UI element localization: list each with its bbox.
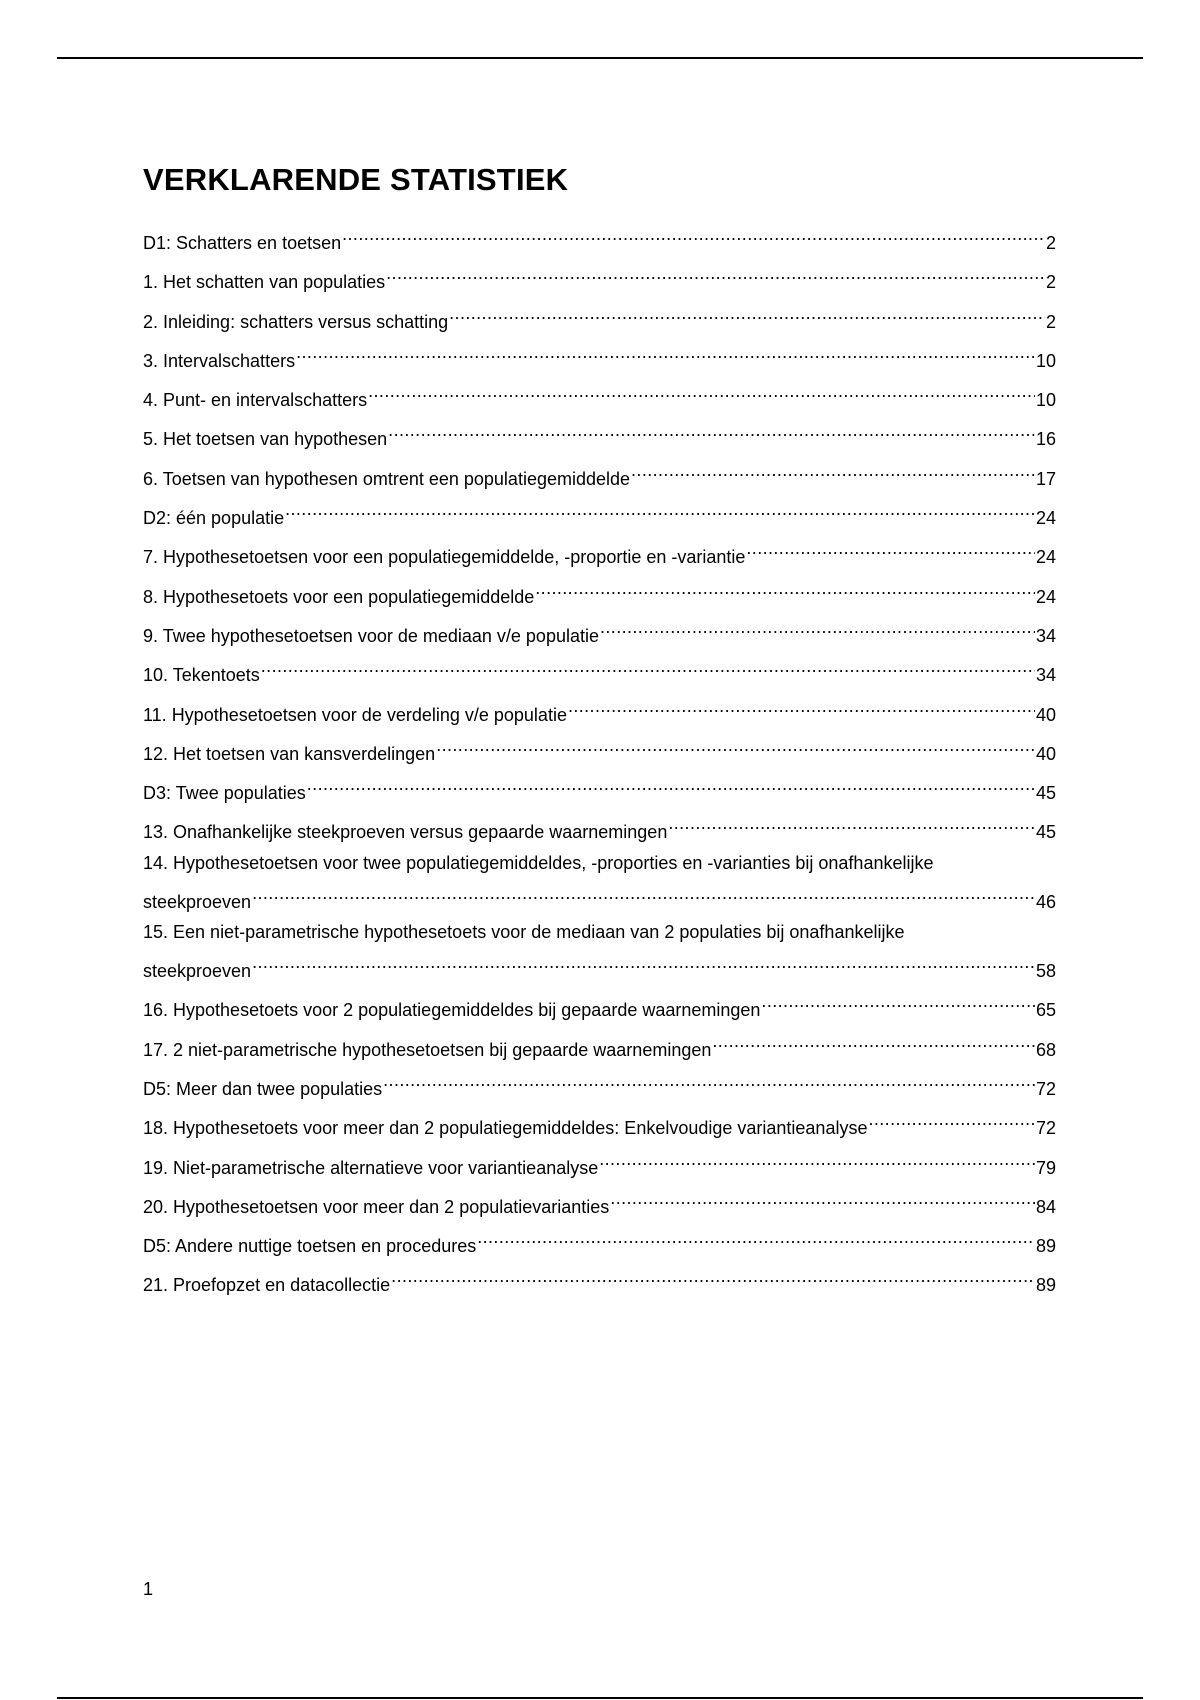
toc-leader-dots: [391, 1261, 1035, 1291]
toc-entry[interactable]: [143, 848, 1056, 912]
toc-entry[interactable]: [143, 1261, 1056, 1296]
toc-leader-dots: [568, 691, 1035, 721]
toc-entry-page: 40: [1035, 704, 1056, 725]
toc-entry[interactable]: [143, 1222, 1056, 1257]
toc-entry-label: 20. Hypothesetoetsen voor meer dan 2 populatievarianties: [143, 1196, 610, 1217]
toc-entry[interactable]: [143, 533, 1056, 568]
toc-leader-dots: [600, 612, 1035, 642]
toc-entry-label: 8. Hypothesetoets voor een populatiegemiddelde: [143, 586, 535, 607]
toc-entry-label-continuation: steekproeven: [143, 891, 252, 912]
toc-leader-dots: [252, 947, 1035, 977]
toc-entry-page: 10: [1035, 350, 1056, 371]
toc-entry[interactable]: [143, 298, 1056, 332]
toc-entry-label: 16. Hypothesetoets voor 2 populatiegemiddeldes bij gepaarde waarnemingen: [143, 1000, 761, 1021]
toc-entry-page: 46: [1035, 891, 1056, 912]
header-rule: [57, 57, 1143, 59]
toc-entry-page: 16: [1035, 429, 1056, 450]
toc-entry[interactable]: [143, 494, 1056, 529]
toc-entry-label: 14. Hypothesetoetsen voor twee populatiegemiddeldes, -proporties en -varianties bij onafhankelijke: [143, 852, 934, 873]
toc-entry-label: D2: één populatie: [143, 508, 285, 529]
toc-entry-label: 18. Hypothesetoets voor meer dan 2 populatiegemiddeldes: Enkelvoudige variantieanalyse: [143, 1118, 868, 1139]
toc-entry-page: 2: [1045, 233, 1056, 253]
toc-entry-page: 58: [1035, 961, 1056, 982]
toc-entry-page: 45: [1035, 783, 1056, 804]
toc-entry-page: 24: [1035, 547, 1056, 568]
document-title: VERKLARENDE STATISTIEK: [143, 162, 569, 197]
toc-leader-dots: [342, 219, 1045, 249]
toc-entry-label: 2. Inleiding: schatters versus schatting: [143, 311, 449, 332]
toc-entry-page: 17: [1035, 468, 1056, 489]
toc-entry[interactable]: [143, 376, 1056, 411]
toc-entry-page: 34: [1035, 625, 1056, 646]
footer-rule: [57, 1697, 1143, 1699]
toc-entry-label: D5: Meer dan twee populaties: [143, 1078, 383, 1099]
toc-leader-dots: [668, 808, 1035, 838]
toc-entry-label: 7. Hypothesetoetsen voor een populatiegemiddelde, -proportie en -variantie: [143, 547, 746, 568]
table-of-contents: [143, 219, 1056, 1301]
toc-entry-page: 2: [1045, 311, 1056, 332]
toc-entry-label: 4. Punt- en intervalschatters: [143, 390, 368, 411]
toc-entry-label: 3. Intervalschatters: [143, 350, 296, 371]
toc-leader-dots: [436, 730, 1035, 760]
toc-leader-dots: [285, 494, 1035, 524]
toc-entry[interactable]: [143, 651, 1056, 686]
toc-entry-page: 89: [1035, 1236, 1056, 1257]
toc-entry[interactable]: [143, 1065, 1056, 1099]
toc-entry-page: 84: [1035, 1196, 1056, 1217]
toc-leader-dots: [383, 1065, 1035, 1095]
toc-entry-label: 10. Tekentoets: [143, 665, 260, 686]
toc-leader-dots: [535, 573, 1035, 603]
toc-entry[interactable]: [143, 917, 1056, 982]
toc-leader-dots: [368, 376, 1035, 406]
toc-entry[interactable]: [143, 258, 1056, 293]
toc-leader-dots: [712, 1026, 1035, 1056]
toc-entry[interactable]: [143, 1026, 1056, 1060]
toc-entry-page: 65: [1035, 1000, 1056, 1021]
toc-entry-label-continuation: steekproeven: [143, 961, 252, 982]
toc-entry-page: 45: [1035, 822, 1056, 843]
toc-entry-page: 2: [1045, 272, 1056, 293]
toc-leader-dots: [388, 415, 1035, 445]
toc-entry-label: 19. Niet-parametrische alternatieve voor variantieanalyse: [143, 1157, 599, 1178]
toc-entry-page: 79: [1035, 1157, 1056, 1178]
toc-entry-label: 1. Het schatten van populaties: [143, 272, 386, 293]
toc-entry[interactable]: [143, 612, 1056, 646]
toc-entry[interactable]: [143, 730, 1056, 764]
toc-leader-dots: [296, 337, 1035, 367]
toc-entry-page: 34: [1035, 665, 1056, 686]
toc-entry-page: 40: [1035, 743, 1056, 764]
toc-entry-label: 6. Toetsen van hypothesen omtrent een populatiegemiddelde: [143, 468, 631, 489]
toc-entry[interactable]: [143, 1183, 1056, 1217]
toc-entry-page: 24: [1035, 586, 1056, 607]
toc-entry-label: 9. Twee hypothesetoetsen voor de mediaan v/e populatie: [143, 625, 599, 646]
toc-entry-label: D1: Schatters en toetsen: [143, 233, 342, 253]
toc-leader-dots: [868, 1104, 1035, 1134]
toc-entry-page: 10: [1035, 390, 1056, 411]
toc-leader-dots: [746, 533, 1035, 563]
toc-leader-dots: [610, 1183, 1035, 1213]
toc-entry-page: 68: [1035, 1039, 1056, 1060]
toc-leader-dots: [252, 878, 1035, 908]
toc-entry[interactable]: [143, 1144, 1056, 1178]
toc-entry[interactable]: [143, 691, 1056, 725]
toc-entry-page: 72: [1035, 1118, 1056, 1139]
toc-entry-label: 13. Onafhankelijke steekproeven versus gepaarde waarnemingen: [143, 822, 668, 843]
toc-leader-dots: [631, 455, 1035, 485]
toc-entry[interactable]: [143, 986, 1056, 1021]
toc-entry-label: 5. Het toetsen van hypothesen: [143, 429, 388, 450]
toc-entry-label: 12. Het toetsen van kansverdelingen: [143, 743, 436, 764]
toc-entry-label: 21. Proefopzet en datacollectie: [143, 1275, 391, 1296]
toc-entry[interactable]: [143, 573, 1056, 607]
toc-entry-label: 17. 2 niet-parametrische hypothesetoetsen bij gepaarde waarnemingen: [143, 1039, 712, 1060]
toc-entry[interactable]: [143, 1104, 1056, 1139]
toc-entry-label: D3: Twee populaties: [143, 783, 306, 804]
toc-entry-page: 89: [1035, 1275, 1056, 1296]
toc-leader-dots: [761, 986, 1035, 1016]
toc-leader-dots: [477, 1222, 1035, 1252]
toc-entry-label: D5: Andere nuttige toetsen en procedures: [143, 1236, 477, 1257]
page-number: 1: [143, 1579, 154, 1599]
toc-entry-label: 11. Hypothesetoetsen voor de verdeling v/e populatie: [143, 704, 567, 725]
toc-entry-page: 72: [1035, 1078, 1056, 1099]
toc-leader-dots: [599, 1144, 1035, 1174]
toc-entry[interactable]: [143, 455, 1056, 489]
toc-leader-dots: [307, 769, 1035, 799]
toc-entry-label: 15. Een niet-parametrische hypothesetoets voor de mediaan van 2 populaties bij onafhankelijke: [143, 922, 905, 943]
toc-leader-dots: [386, 258, 1045, 288]
toc-entry[interactable]: [143, 808, 1056, 843]
toc-leader-dots: [261, 651, 1035, 681]
toc-entry[interactable]: [143, 219, 1056, 253]
toc-entry[interactable]: [143, 415, 1056, 450]
toc-entry-page: 24: [1035, 508, 1056, 529]
toc-leader-dots: [449, 298, 1045, 328]
toc-entry[interactable]: [143, 337, 1056, 371]
toc-entry[interactable]: [143, 769, 1056, 804]
